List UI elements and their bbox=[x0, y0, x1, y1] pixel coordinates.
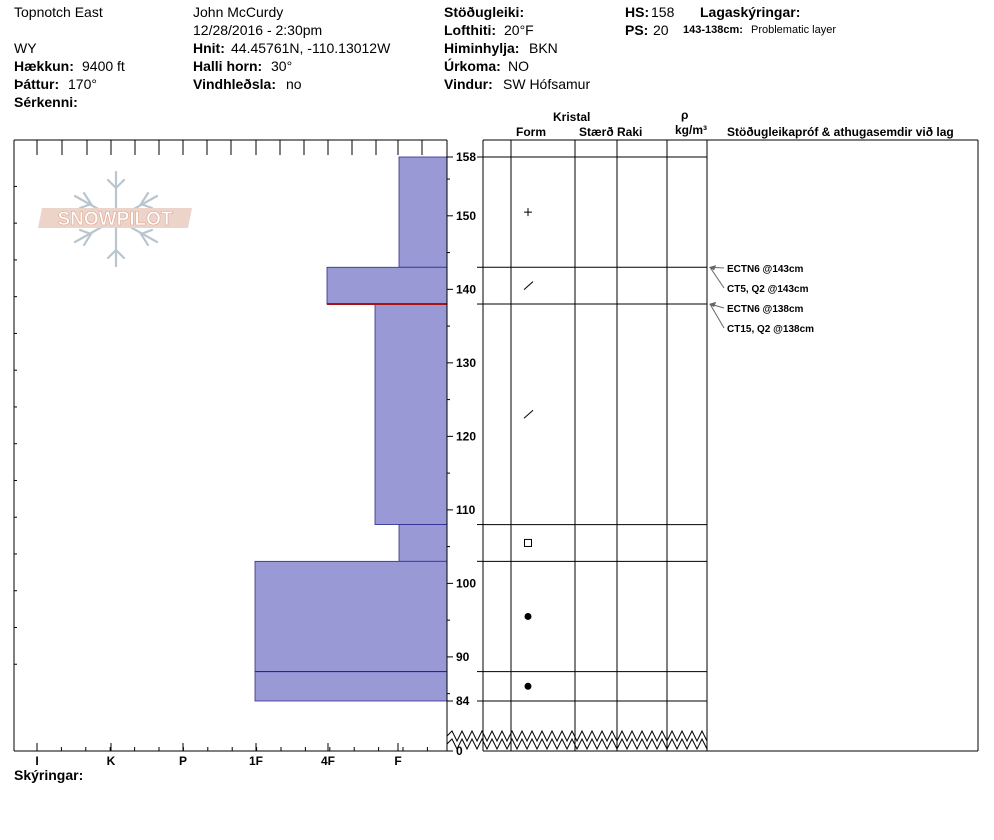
test-pointer-arrowhead bbox=[709, 302, 716, 307]
aspect-label: Þáttur: bbox=[14, 76, 60, 92]
stability-test-label: ECTN6 @143cm bbox=[727, 264, 804, 275]
hardness-layer-bar bbox=[375, 304, 447, 525]
hs-label: HS: bbox=[625, 4, 650, 20]
height-axis-label: 130 bbox=[456, 355, 477, 370]
sky-value: BKN bbox=[529, 40, 558, 56]
wind-loading-value: no bbox=[286, 76, 302, 92]
coords-value: 44.45761N, -110.13012W bbox=[231, 40, 391, 56]
hardness-layer-bar bbox=[399, 525, 447, 562]
grain-symbol-dot bbox=[525, 683, 532, 690]
precip-label: Úrkoma: bbox=[444, 58, 501, 74]
stability-test-label: CT15, Q2 @138cm bbox=[727, 324, 815, 335]
height-axis-label: 0 bbox=[456, 744, 463, 758]
crystal-header: Kristal bbox=[553, 110, 591, 124]
test-pointer-line bbox=[710, 304, 724, 328]
hardness-tick-label: I bbox=[35, 754, 39, 768]
hardness-tick-label: P bbox=[178, 754, 188, 768]
precip-value: NO bbox=[508, 58, 529, 74]
sky-label: Himinhylja: bbox=[444, 40, 520, 56]
form-header: Form bbox=[516, 125, 546, 139]
location-name: Topnotch East bbox=[14, 4, 103, 20]
height-axis-label: 140 bbox=[456, 282, 477, 297]
test-pointer-line bbox=[710, 267, 724, 288]
layer-note-range: 143-138cm: bbox=[683, 24, 743, 36]
layer-notes-label: Lagaskýringar: bbox=[700, 4, 801, 20]
stability-test-label: ECTN6 @138cm bbox=[727, 304, 804, 315]
grain-symbol-slash bbox=[524, 410, 533, 418]
hardness-tick-label: K bbox=[106, 754, 116, 768]
test-pointer-arrowhead bbox=[709, 265, 716, 270]
wind-value: SW Hófsamur bbox=[503, 76, 591, 92]
height-axis-label: 110 bbox=[456, 502, 476, 517]
hardness-layer-bar bbox=[255, 672, 447, 701]
test-pointer-arrowhead bbox=[709, 302, 716, 307]
slope-value: 30° bbox=[271, 58, 293, 74]
coords-label: Hnit: bbox=[193, 40, 225, 56]
observer-name: John McCurdy bbox=[193, 4, 284, 20]
snowpilot-logo bbox=[36, 168, 196, 272]
height-axis-label: 84 bbox=[456, 694, 470, 708]
hardness-tick-label: 1F bbox=[248, 754, 264, 768]
hardness-layer-bar bbox=[327, 267, 447, 304]
air-temp-label: Lofthiti: bbox=[444, 22, 497, 38]
hs-value: 158 bbox=[651, 4, 675, 20]
observation-datetime: 12/28/2016 - 2:30pm bbox=[193, 22, 323, 38]
stability-test-label: CT5, Q2 @143cm bbox=[727, 284, 809, 295]
slope-label: Halli horn: bbox=[193, 58, 263, 74]
stability-label: Stöðugleiki: bbox=[444, 4, 525, 20]
hardness-layer-bar bbox=[399, 157, 447, 267]
height-axis-label: 100 bbox=[456, 576, 477, 591]
axis-break-zigzag bbox=[447, 731, 707, 741]
ps-label: PS: bbox=[625, 22, 649, 38]
height-axis-label: 150 bbox=[456, 208, 477, 223]
aspect-value: 170° bbox=[68, 76, 97, 92]
snowpilot-logo-text: SNOWPILOT bbox=[57, 209, 173, 230]
height-axis-label: 90 bbox=[456, 649, 470, 664]
hardness-layer-bar bbox=[255, 561, 447, 671]
layer-note-text: Problematic layer bbox=[751, 24, 836, 36]
hardness-tick-label: 4F bbox=[320, 754, 336, 768]
elevation-value: 9400 ft bbox=[82, 58, 125, 74]
notes-label: Skýringar: bbox=[14, 767, 84, 783]
axis-break-zigzag bbox=[447, 739, 707, 749]
moisture-header: Raki bbox=[617, 125, 643, 139]
wind-label: Vindur: bbox=[444, 76, 493, 92]
tests-header: Stöðugleikapróf & athugasemdir við lag bbox=[727, 125, 954, 139]
grain-symbol-square bbox=[525, 539, 532, 546]
snowflake-icon bbox=[36, 168, 196, 272]
rho-header: ρ bbox=[681, 108, 689, 122]
test-pointer-line bbox=[710, 304, 724, 308]
size-header: Stærð bbox=[579, 125, 614, 139]
height-axis-label: 158 bbox=[456, 150, 477, 164]
test-pointer-arrowhead bbox=[709, 265, 716, 270]
features-label: Sérkenni: bbox=[14, 94, 78, 110]
elevation-label: Hækkun: bbox=[14, 58, 74, 74]
test-pointer-line bbox=[710, 267, 724, 268]
state-name: WY bbox=[14, 40, 37, 56]
height-axis-label: 120 bbox=[456, 429, 477, 444]
wind-loading-label: Vindhleðsla: bbox=[193, 76, 276, 92]
ps-value: 20 bbox=[653, 22, 669, 38]
grain-symbol-slash bbox=[524, 282, 533, 290]
hardness-tick-label: F bbox=[394, 754, 402, 768]
grain-symbol-dot bbox=[525, 613, 532, 620]
density-unit-header: kg/m³ bbox=[675, 123, 708, 137]
air-temp-value: 20°F bbox=[504, 22, 534, 38]
